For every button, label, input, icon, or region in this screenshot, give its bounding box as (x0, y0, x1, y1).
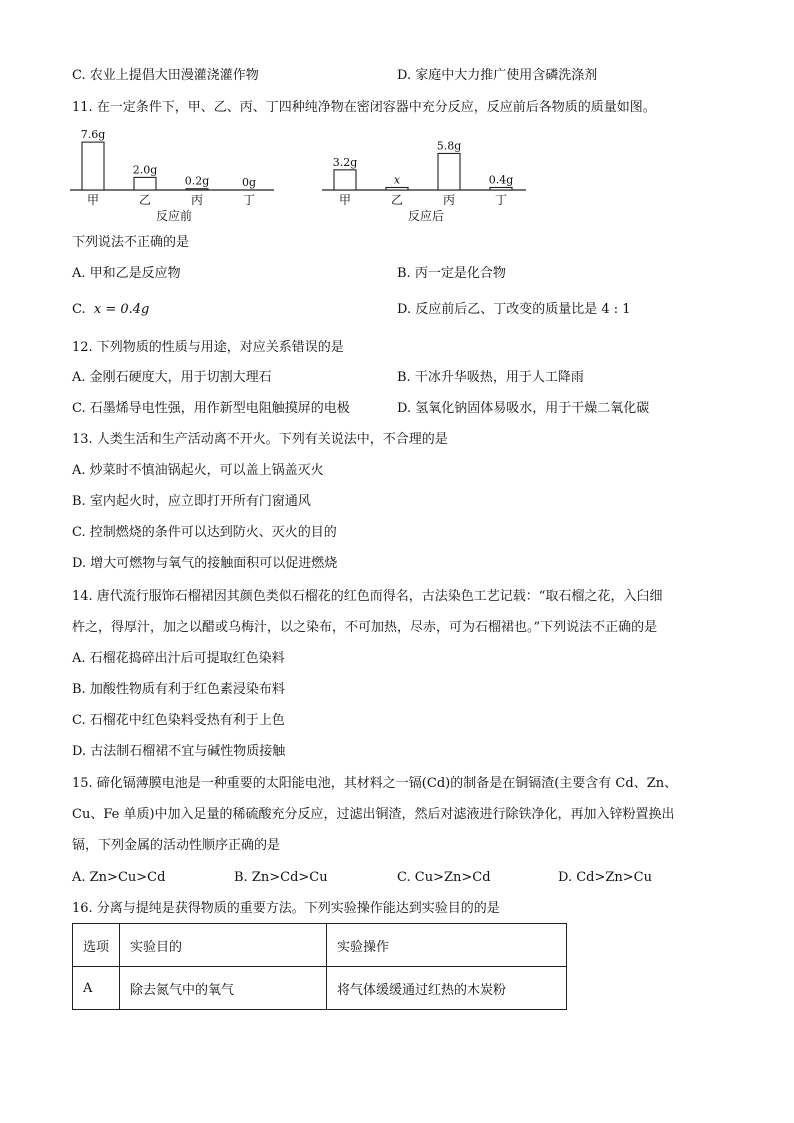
after-chart-title: 反应后 (407, 209, 445, 223)
after-data-label-2: x (393, 173, 401, 187)
q12-option-a: A. 金刚石硬度大，用于切割大理石 (72, 370, 272, 385)
q11-option-a: A. 甲和乙是反应物 (72, 266, 181, 281)
after-data-label-4: 0.4g (488, 173, 514, 187)
q15-option-c: C. Cu>Zn>Cd (397, 870, 491, 885)
after-data-label-3: 5.8g (436, 139, 462, 153)
q11-stem: 11. 在一定条件下，甲、乙、丙、丁四种纯净物在密闭容器中充分反应，反应前后各物质的质量如图。 (72, 100, 656, 115)
after-tick-label-2: 乙 (390, 193, 404, 207)
table-cell-option: A (73, 967, 120, 1010)
after-data-label-1: 3.2g (332, 155, 358, 169)
q11-option-c-label: C. (72, 302, 86, 317)
q12-option-c: C. 石墨烯导电性强，用作新型电阻触摸屏的电极 (72, 401, 350, 416)
q11-option-d: D. 反应前后乙、丁改变的质量比是 4 : 1 (397, 302, 631, 317)
q14-option-d: D. 古法制石榴裙不宜与碱性物质接触 (72, 744, 286, 759)
q16-table (72, 923, 567, 1010)
before-bar-3 (186, 189, 208, 190)
table-header-operation: 实验操作 (327, 924, 567, 967)
q15-option-b: B. Zn>Cd>Cu (234, 870, 328, 885)
q14-stem-line2: 杵之，得厚汁，加之以醋或乌梅汁，以之染布，不可加热，尽赤，可为石榴裙也。”下列说法不正确的是 (72, 620, 658, 635)
after-tick-label-1: 甲 (338, 193, 352, 207)
q10-option-c: C. 农业上提倡大田漫灌浇灌作物 (72, 68, 259, 83)
before-tick-label-1: 甲 (86, 193, 100, 207)
q10-option-d: D. 家庭中大力推广使用含磷洗涤剂 (397, 68, 598, 83)
after-bar-4 (490, 187, 512, 190)
q11-option-b: B. 丙一定是化合物 (397, 266, 506, 281)
q11-prompt: 下列说法不正确的是 (72, 235, 190, 250)
after-tick-label-3: 丙 (442, 193, 456, 207)
before-data-label-2: 2.0g (132, 163, 158, 177)
chart-before-svg (70, 120, 280, 230)
q13-stem: 13. 人类生活和生产活动离不开火。下列有关说法中，不合理的是 (72, 432, 448, 447)
q15-stem-line3: 镉，下列金属的活动性顺序正确的是 (72, 838, 281, 853)
q14-option-b: B. 加酸性物质有利于红色素浸染布料 (72, 682, 285, 697)
before-tick-label-3: 丙 (190, 193, 204, 207)
after-bar-1 (334, 170, 356, 190)
q16-stem: 16. 分离与提纯是获得物质的重要方法。下列实验操作能达到实验目的的是 (72, 901, 500, 916)
after-bar-2 (386, 187, 408, 190)
before-data-label-1: 7.6g (80, 128, 106, 142)
q15-stem-line2: Cu、Fe 单质)中加入足量的稀硫酸充分反应，过滤出铜渣，然后对滤液进行除铁净化，再加入锌粉置换出 (72, 807, 675, 822)
table-row (73, 967, 567, 1010)
before-bar-2 (134, 177, 156, 190)
q14-option-a: A. 石榴花捣碎出汁后可提取红色染料 (72, 651, 285, 666)
q11-option-c-math: x = 0.4g (93, 302, 150, 317)
chart-before (70, 120, 280, 234)
after-tick-label-4: 丁 (494, 193, 508, 207)
chart-after-svg (322, 120, 532, 230)
table-cell-purpose: 除去氮气中的氧气 (120, 967, 327, 1010)
q13-option-a: A. 炒菜时不慎油锅起火，可以盖上锅盖灭火 (72, 463, 324, 478)
before-data-label-4: 0g (241, 176, 257, 189)
q14-stem-line1: 14. 唐代流行服饰石榴裙因其颜色类似石榴花的红色而得名，古法染色工艺记载：“取石榴之花，入臼细 (72, 589, 663, 604)
before-bar-1 (82, 142, 104, 190)
q13-option-c: C. 控制燃烧的条件可以达到防火、灭火的目的 (72, 525, 337, 540)
after-bar-3 (438, 153, 460, 190)
q14-option-c: C. 石榴花中红色染料受热有利于上色 (72, 713, 285, 728)
q15-option-a: A. Zn>Cu>Cd (72, 870, 166, 885)
table-header-row (73, 924, 567, 967)
before-chart-title: 反应前 (155, 209, 193, 223)
table-cell-operation: 将气体缓缓通过红热的木炭粉 (327, 967, 567, 1010)
q12-option-d: D. 氢氧化钠固体易吸水，用于干燥二氧化碳 (397, 401, 650, 416)
q12-option-b: B. 干冰升华吸热，用于人工降雨 (397, 370, 584, 385)
before-tick-label-2: 乙 (138, 193, 152, 207)
q15-stem-line1: 15. 碲化镉薄膜电池是一种重要的太阳能电池，其材料之一镉(Cd)的制备是在铜镉渣(主要含有 Cd、Zn、 (72, 776, 678, 791)
q13-option-d: D. 增大可燃物与氧气的接触面积可以促进燃烧 (72, 556, 338, 571)
before-tick-label-4: 丁 (242, 193, 256, 207)
table-header-option: 选项 (73, 924, 120, 967)
table-header-purpose: 实验目的 (120, 924, 327, 967)
q15-option-d: D. Cd>Zn>Cu (558, 870, 653, 885)
q11-option-c (72, 301, 149, 319)
before-data-label-3: 0.2g (184, 174, 210, 188)
chart-after (322, 120, 532, 234)
q13-option-b: B. 室内起火时，应立即打开所有门窗通风 (72, 494, 311, 509)
q12-stem: 12. 下列物质的性质与用途，对应关系错误的是 (72, 340, 344, 355)
